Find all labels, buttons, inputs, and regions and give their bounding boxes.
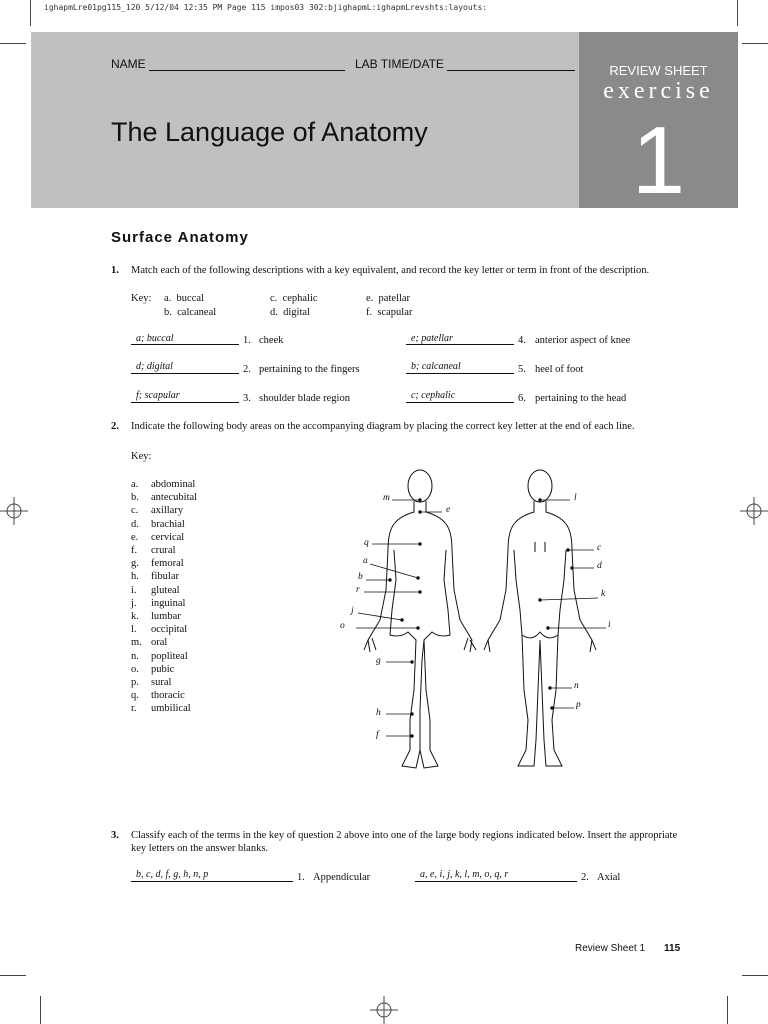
crop-mark xyxy=(0,43,26,44)
key-item: e. cervical xyxy=(131,531,185,543)
diagram-label: f xyxy=(376,730,379,740)
item-description: heel of foot xyxy=(535,364,584,375)
key-item: l. occipital xyxy=(131,624,188,636)
item-description: pertaining to the fingers xyxy=(259,364,360,375)
lab-time-field xyxy=(355,57,575,71)
key-item: c. cephalic xyxy=(270,293,318,304)
answer-blank[interactable] xyxy=(131,373,239,374)
diagram-label: k xyxy=(601,589,606,599)
answer-blank[interactable] xyxy=(131,344,239,345)
item-description: Appendicular xyxy=(313,872,371,883)
diagram-label: b xyxy=(358,572,363,582)
q2-key-list xyxy=(131,478,197,716)
diagram-label: p xyxy=(576,700,581,710)
answer-blank[interactable] xyxy=(131,402,239,403)
item-number: 2. xyxy=(581,872,589,883)
key-item: p. sural xyxy=(131,677,172,689)
key-item: b. calcaneal xyxy=(164,307,217,318)
crop-mark xyxy=(0,975,26,976)
exercise-tab xyxy=(579,32,738,214)
item-number: 1. xyxy=(297,872,305,883)
diagram-label: d xyxy=(597,561,602,571)
item-description: pertaining to the head xyxy=(535,393,627,404)
answer-text: b, c, d, f, g, h, n, p xyxy=(136,869,209,880)
q2-number: 2. xyxy=(111,421,119,432)
key-item: h. fibular xyxy=(131,571,179,583)
registration-mark xyxy=(0,497,28,525)
diagram-label: r xyxy=(356,585,360,595)
diagram-label: h xyxy=(376,708,381,718)
item-description: cheek xyxy=(259,335,284,346)
item-number: 2. xyxy=(243,364,251,375)
diagram-label: i xyxy=(608,620,611,630)
answer-blank[interactable] xyxy=(406,344,514,345)
key-item: n. popliteal xyxy=(131,650,188,662)
crop-mark xyxy=(737,0,738,26)
key-item: d. brachial xyxy=(131,518,185,530)
key-item: d. digital xyxy=(270,307,310,318)
key-item: c. axillary xyxy=(131,505,184,517)
q1-key-label: Key: xyxy=(131,293,152,304)
diagram-label: a xyxy=(363,556,368,566)
q1-number: 1. xyxy=(111,265,119,276)
key-item: o. pubic xyxy=(131,663,175,675)
key-item: k. lumbar xyxy=(131,611,181,623)
item-number: 5. xyxy=(518,364,526,375)
key-item: r. umbilical xyxy=(131,703,191,715)
q2-key-label: Key: xyxy=(131,451,152,462)
q2-text: Indicate the following body areas on the accompanying diagram by placing the correct key letter at the end of each line. xyxy=(131,421,635,432)
answer-text: d; digital xyxy=(136,361,173,372)
key-item: j. inguinal xyxy=(131,597,186,609)
q1-text: Match each of the following descriptions with a key equivalent, and record the key letter or term in front of the description. xyxy=(131,265,650,276)
key-item: f. scapular xyxy=(366,307,413,318)
crop-mark xyxy=(30,0,31,26)
page-number: 115 xyxy=(664,943,681,954)
key-item: a. abdominal xyxy=(131,479,196,490)
key-item: e. patellar xyxy=(366,293,411,304)
q3-text: Classify each of the terms in the key of question 2 above into one of the large body regions indicated below. Insert the appropriate key letters on the answer blanks. xyxy=(131,830,678,854)
front-body-figure xyxy=(364,470,476,768)
item-description: Axial xyxy=(597,872,621,883)
answer-text: b; calcaneal xyxy=(411,361,461,372)
item-number: 6. xyxy=(518,393,526,404)
item-description: anterior aspect of knee xyxy=(535,335,631,346)
diagram-label: j xyxy=(351,606,354,616)
lab-time-blank xyxy=(447,58,575,71)
page-title: The Language of Anatomy xyxy=(111,117,428,147)
answer-text: c; cephalic xyxy=(411,390,456,401)
item-description: shoulder blade region xyxy=(259,393,350,404)
item-number: 1. xyxy=(243,335,251,346)
diagram-label: m xyxy=(383,493,390,503)
diagram-label: o xyxy=(340,621,345,631)
answer-blank[interactable] xyxy=(406,402,514,403)
crop-mark xyxy=(40,996,41,1024)
crop-mark xyxy=(727,996,728,1024)
name-label: NAME xyxy=(111,57,146,71)
q1-key xyxy=(164,292,464,320)
answer-blank[interactable] xyxy=(131,881,293,882)
lab-time-label: LAB TIME/DATE xyxy=(355,57,444,71)
back-body-figure xyxy=(484,470,596,766)
name-blank xyxy=(149,58,345,71)
registration-mark xyxy=(740,497,768,525)
key-item: m. oral xyxy=(131,637,168,649)
key-item: g. femoral xyxy=(131,558,184,570)
item-number: 3. xyxy=(243,393,251,404)
item-number: 4. xyxy=(518,335,526,346)
crop-mark xyxy=(742,975,768,976)
diagram-label: c xyxy=(597,543,602,553)
footer-label: Review Sheet 1 xyxy=(575,943,646,954)
exercise-number: 1 xyxy=(631,107,686,214)
answer-text: a; buccal xyxy=(136,333,174,344)
key-item: i. gluteal xyxy=(131,584,180,596)
diagram-label: n xyxy=(574,681,579,691)
diagram-label: l xyxy=(574,493,577,503)
diagram-label: e xyxy=(446,505,451,515)
crop-mark xyxy=(742,43,768,44)
answer-text: a, e, i, j, k, l, m, o, q, r xyxy=(420,869,509,880)
registration-mark xyxy=(370,996,398,1024)
diagram-label: q xyxy=(364,538,369,548)
review-sheet-label: REVIEW SHEET xyxy=(609,63,708,78)
key-item: q. thoracic xyxy=(131,690,185,702)
key-item: f. crural xyxy=(131,545,176,557)
key-item: a. buccal xyxy=(164,293,204,304)
q3-number: 3. xyxy=(111,830,119,841)
diagram-label: g xyxy=(376,656,381,666)
answer-blank[interactable] xyxy=(406,373,514,374)
answer-text: f; scapular xyxy=(136,390,180,401)
name-field xyxy=(111,57,345,71)
section-title: Surface Anatomy xyxy=(111,229,249,246)
key-item: b. antecubital xyxy=(131,492,198,504)
answer-text: e; patellar xyxy=(411,333,453,344)
exercise-label: exercise xyxy=(603,78,714,104)
answer-blank[interactable] xyxy=(415,881,577,882)
print-slug: ighapmLre01pg115_120 5/12/04 12:35 PM Page 115 impos03 302:bjighapmL:ighapmLrevshts:layouts: xyxy=(44,3,488,12)
body-diagram xyxy=(330,460,630,780)
